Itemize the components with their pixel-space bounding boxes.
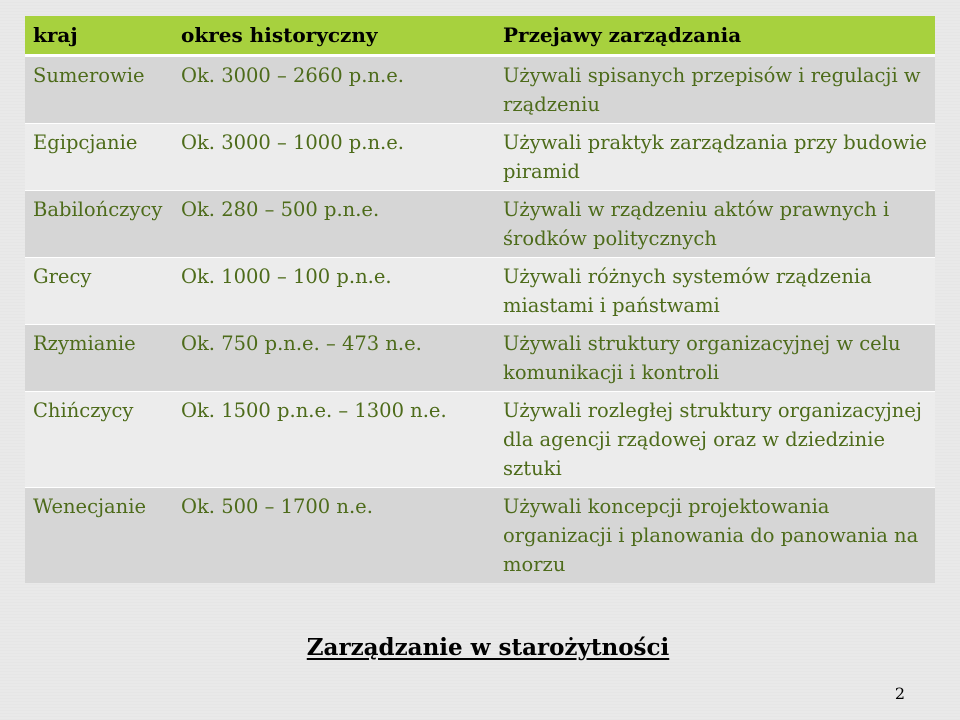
- cell-kraj: Grecy: [25, 258, 173, 325]
- history-table: [25, 16, 935, 583]
- cell-okres: Ok. 3000 – 1000 p.n.e.: [173, 124, 495, 191]
- cell-okres: Ok. 500 – 1700 n.e.: [173, 488, 495, 584]
- page-number: 2: [894, 684, 906, 703]
- cell-kraj: Wenecjanie: [25, 488, 173, 584]
- cell-kraj: Babilończycy: [25, 191, 173, 258]
- cell-okres: Ok. 1000 – 100 p.n.e.: [173, 258, 495, 325]
- cell-przejawy: Używali różnych systemów rządzenia miastami i państwami: [495, 258, 935, 325]
- header-okres: okres historyczny: [173, 16, 495, 56]
- table-row: [25, 56, 935, 124]
- cell-przejawy: Używali w rządzeniu aktów prawnych i środków politycznych: [495, 191, 935, 258]
- cell-kraj: Chińczycy: [25, 392, 173, 488]
- cell-przejawy: Używali koncepcji projektowania organizacji i planowania do panowania na morzu: [495, 488, 935, 584]
- cell-przejawy: Używali rozległej struktury organizacyjnej dla agencji rządowej oraz w dziedzinie sztuki: [495, 392, 935, 488]
- slide-title: Zarządzanie w starożytności: [306, 634, 670, 661]
- cell-przejawy: Używali struktury organizacyjnej w celu komunikacji i kontroli: [495, 325, 935, 392]
- cell-kraj: Egipcjanie: [25, 124, 173, 191]
- cell-okres: Ok. 3000 – 2660 p.n.e.: [173, 56, 495, 124]
- table-row: [25, 258, 935, 325]
- header-kraj: kraj: [25, 16, 173, 56]
- cell-przejawy: Używali spisanych przepisów i regulacji w rządzeniu: [495, 56, 935, 124]
- cell-okres: Ok. 280 – 500 p.n.e.: [173, 191, 495, 258]
- cell-kraj: Rzymianie: [25, 325, 173, 392]
- cell-okres: Ok. 1500 p.n.e. – 1300 n.e.: [173, 392, 495, 488]
- table-row: [25, 191, 935, 258]
- table-header-row: [25, 16, 935, 56]
- table-row: [25, 488, 935, 584]
- header-przejawy: Przejawy zarządzania: [495, 16, 935, 56]
- table-row: [25, 392, 935, 488]
- cell-kraj: Sumerowie: [25, 56, 173, 124]
- cell-przejawy: Używali praktyk zarządzania przy budowie piramid: [495, 124, 935, 191]
- cell-okres: Ok. 750 p.n.e. – 473 n.e.: [173, 325, 495, 392]
- table-row: [25, 325, 935, 392]
- table-row: [25, 124, 935, 191]
